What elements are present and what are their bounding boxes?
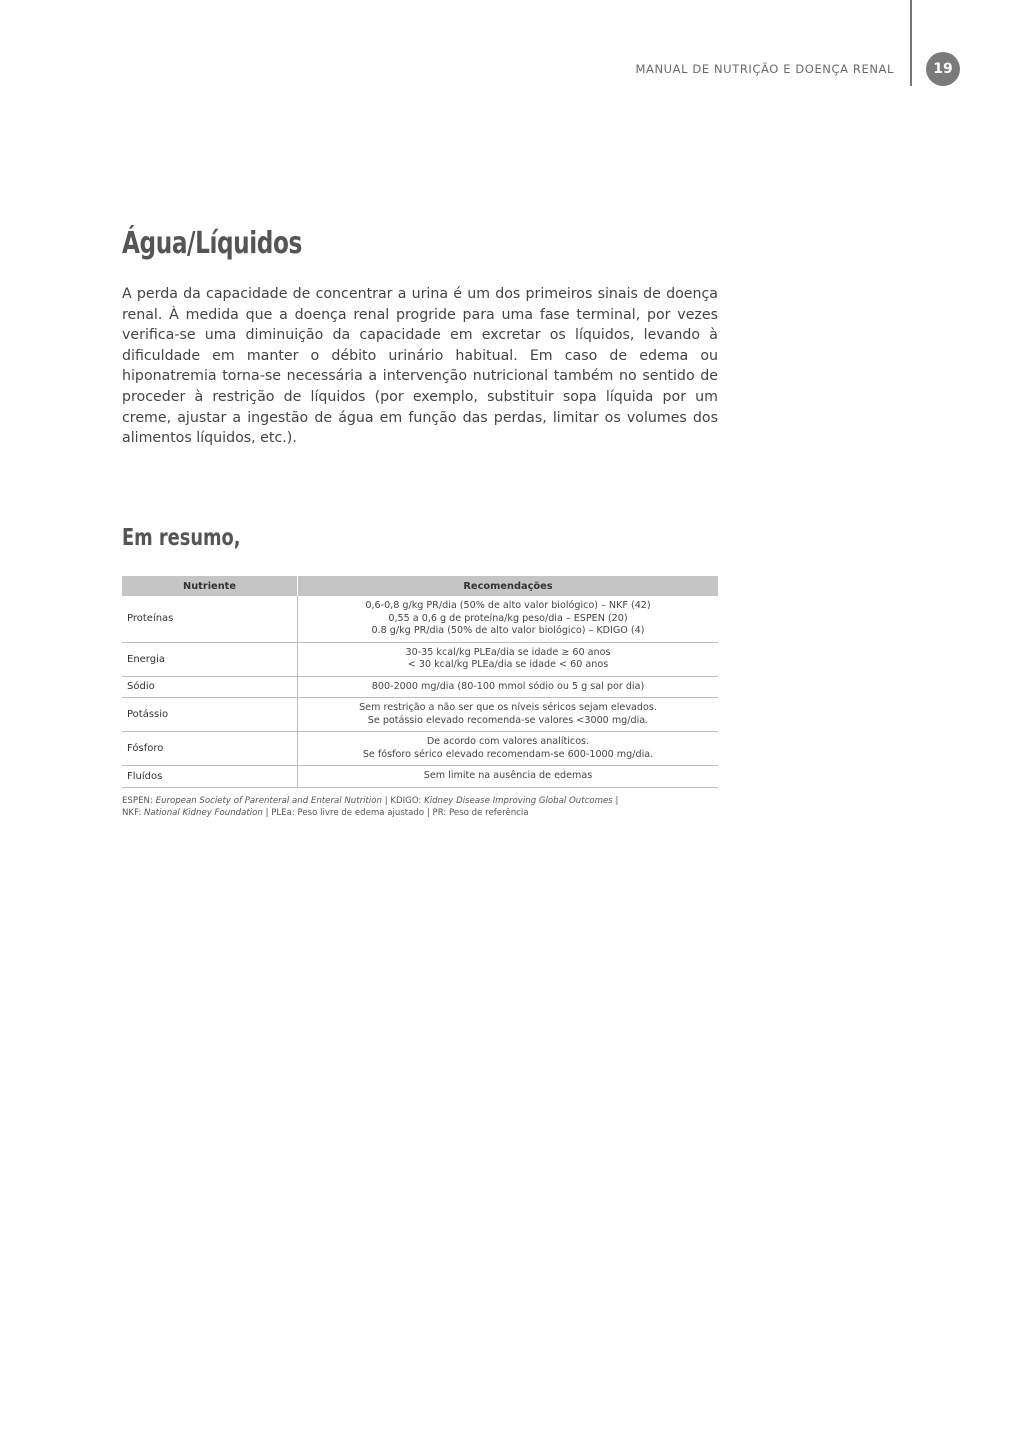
table-header-row: [122, 576, 718, 596]
recommendation-cell: [298, 642, 719, 676]
nutrient-cell: Energia: [122, 642, 298, 676]
footnote-rest: | PLEa: Peso livre de edema ajustado | PR: Peso de referência: [262, 807, 529, 818]
recommendation-line: 0,55 a 0,6 g de proteína/kg peso/dia – ESPEN (20): [388, 612, 628, 624]
recommendation-line: Se potássio elevado recomenda-se valores <3000 mg/dia.: [367, 714, 649, 726]
recommendation-cell: [298, 732, 719, 766]
recommendation-cell: [298, 596, 719, 642]
footnote-nkf-full: National Kidney Foundation: [143, 807, 263, 818]
header-recommendations: Recomendações: [298, 576, 719, 596]
footnote-sep: |: [612, 796, 619, 806]
nutrient-cell: Sódio: [122, 676, 298, 698]
summary-table: [122, 576, 718, 788]
header-nutrient: Nutriente: [122, 576, 298, 596]
recommendation-cell: [298, 676, 719, 698]
header-divider: [910, 0, 912, 86]
recommendation-line: 800-2000 mg/dia (80-100 mmol sódio ou 5 g sal por dia): [371, 680, 645, 692]
table-row: [122, 676, 718, 698]
recommendation-line: 30-35 kcal/kg PLEa/dia se idade ≥ 60 anos: [405, 646, 611, 658]
nutrient-cell: Proteínas: [122, 596, 298, 642]
table-row: [122, 698, 718, 732]
footnote-espen-abbr: ESPEN:: [122, 796, 153, 806]
table-row: [122, 732, 718, 766]
recommendation-line: De acordo com valores analíticos.: [426, 736, 590, 747]
table-row: [122, 766, 718, 788]
summary-title: Em resumo,: [122, 525, 241, 551]
body-paragraph: A perda da capacidade de concentrar a urina é um dos primeiros sinais de doença renal. À medida que a doença renal progride para uma fase terminal, por vezes verifica-se uma diminuição da capacidade em excretar os líquidos, levando à dificuldade em manter o débito urinário habitual. Em caso de edema ou hiponatremia torna-se necessária a intervenção nutricional também no sentido de proceder à restrição de líquidos (por exemplo, substituir sopa líquida por um creme, ajustar a ingestão de água em função das perdas, limitar os volumes dos alimentos líquidos, etc.).: [122, 286, 718, 447]
footnote-espen-full: European Society of Parenteral and Enteral Nutrition: [155, 796, 383, 806]
recommendation-line: 0.8 g/kg PR/dia (50% de alto valor biológico) – KDIGO (4): [371, 625, 645, 636]
recommendation-line: Sem limite na ausência de edemas: [423, 770, 593, 781]
table-footnote: [122, 796, 722, 819]
running-title: MANUAL DE NUTRIÇÃO E DOENÇA RENAL: [635, 62, 894, 76]
recommendation-cell: [298, 766, 719, 788]
recommendation-line: Sem restrição a não ser que os níveis séricos sejam elevados.: [359, 702, 657, 713]
nutrient-cell: Fósforo: [122, 732, 298, 766]
table-row: [122, 642, 718, 676]
section-title: Água/Líquidos: [122, 226, 302, 261]
recommendation-cell: [298, 698, 719, 732]
nutrient-cell: Potássio: [122, 698, 298, 732]
table-body: [122, 596, 718, 787]
recommendation-line: < 30 kcal/kg PLEa/dia se idade < 60 anos: [407, 659, 609, 670]
recommendation-line: 0,6-0,8 g/kg PR/dia (50% de alto valor biológico) – NKF (42): [365, 600, 651, 611]
recommendation-line: Se fósforo sérico elevado recomendam-se 600-1000 mg/dia.: [362, 748, 654, 760]
footnote-kdigo-full: Kidney Disease Improving Global Outcomes: [424, 796, 613, 806]
footnote-sep-kdigo: | KDIGO:: [382, 796, 425, 806]
page-number-badge: 19: [926, 52, 960, 86]
table-row: [122, 596, 718, 642]
nutrient-cell: Fluídos: [122, 766, 298, 788]
footnote-nkf-abbr: NKF:: [122, 807, 142, 818]
